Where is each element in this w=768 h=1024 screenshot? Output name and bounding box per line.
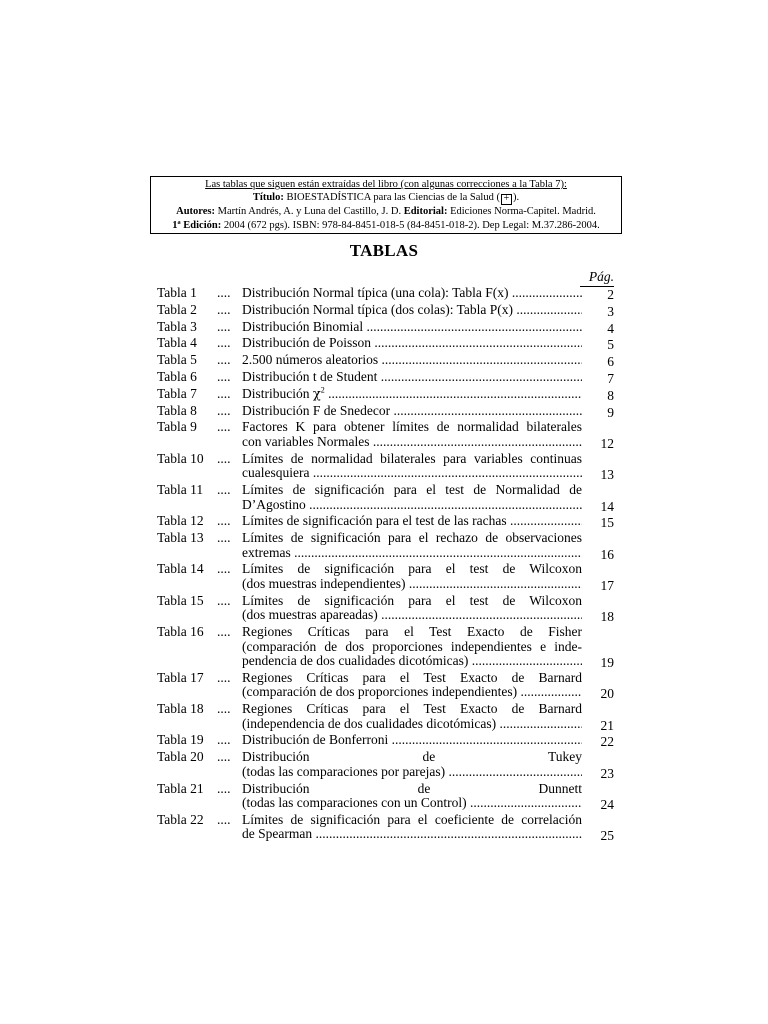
toc-entry-title (242, 594, 582, 623)
toc-entry-title (242, 625, 582, 669)
toc-entry-separator: .... (217, 530, 231, 546)
toc-entry-label: Tabla 18 (157, 701, 204, 717)
toc-entry-title-line: D’Agostino ..... (242, 498, 582, 513)
toc-entry-separator: .... (217, 561, 231, 577)
toc-entry-page-number: 4 (607, 320, 614, 336)
toc-entry-title-line: Límites de significación para el test de Wilcoxon (242, 593, 582, 608)
toc-entry-page-number: 13 (600, 467, 614, 483)
titulo-value: BIOESTADÍSTICA para las Ciencias de la Salud ( (286, 192, 500, 204)
toc-entry-title-line: Regiones Críticas para el Test Exacto de Fisher (242, 625, 582, 639)
page-column-header: Pág. (580, 269, 614, 287)
toc-entry-label: Tabla 1 (157, 285, 197, 300)
toc-entry-separator: .... (217, 385, 231, 401)
toc-entry-separator: .... (217, 669, 231, 685)
toc-entry-separator: .... (217, 701, 231, 717)
toc-entry-label: Tabla 4 (157, 335, 197, 351)
toc-entry-page-number: 19 (600, 655, 614, 670)
titulo-end: ). (512, 192, 520, 204)
toc-entry-title (242, 531, 582, 560)
toc-entry-title-line: Distribución Normal típica (dos colas): Tabla P(x) ..... (242, 303, 582, 318)
toc-entry-label: Tabla 5 (157, 352, 197, 368)
plus-icon: + (501, 194, 512, 205)
toc-entry-title (242, 336, 582, 351)
toc-entry-title-line: Límites de significación para el rechazo de observaciones (242, 531, 582, 546)
toc-entry-page-number: 20 (600, 686, 614, 702)
toc-entry-title (242, 404, 582, 419)
toc-entry-label: Tabla 2 (157, 301, 197, 317)
toc-entry-title-line: Regiones Críticas para el Test Exacto de Barnard (242, 670, 582, 685)
toc-entry-page-number: 22 (600, 734, 614, 750)
toc-entry-title (242, 514, 582, 529)
toc-entry-separator: .... (217, 780, 231, 796)
toc-entry-page-number: 23 (600, 765, 614, 781)
toc-entry-page-number: 16 (600, 546, 614, 562)
toc-entry-page-number: 8 (607, 387, 614, 403)
toc-entry-page-number: 15 (600, 515, 614, 531)
toc-entry-title (242, 782, 582, 811)
toc-entry-title-line: con variables Normales ..... (242, 435, 582, 450)
toc-entry-title-line: Distribución de Bonferroni ..... (242, 733, 582, 748)
toc-entry-label: Tabla 17 (157, 669, 204, 685)
toc-entry-page-number: 18 (600, 609, 614, 625)
toc-entry-label: Tabla 13 (157, 530, 204, 546)
toc-entry-page-number: 24 (600, 797, 614, 812)
toc-entry-title (242, 671, 582, 700)
toc-entry-title (242, 370, 582, 385)
titulo-label: Título: (252, 192, 284, 204)
toc-entry-title (242, 452, 582, 481)
toc-entry-title-line: (dos muestras independientes) ..... (242, 577, 582, 592)
toc-entry-title-line: (dos muestras apareadas) ..... (242, 608, 582, 623)
toc-entry-separator: .... (217, 624, 231, 639)
toc-entry-title-line: de Spearman ..... (242, 827, 582, 842)
toc-entry-title (242, 286, 582, 301)
toc-entry-title-line: Distribución Normal típica (una cola): Tabla F(x) ..... (242, 286, 582, 301)
toc-entry-title-line: (comparación de dos proporciones independientes) ..... (242, 685, 582, 700)
toc-entry-page-number: 25 (600, 828, 614, 844)
toc-entry-title-line: Distribución de Poisson ..... (242, 336, 582, 351)
toc-entry-label: Tabla 22 (157, 811, 204, 827)
toc-entry-page-number: 12 (600, 435, 614, 451)
toc-entry-separator: .... (217, 450, 231, 466)
page-heading: TABLAS (349, 241, 419, 260)
edicion-value: 2004 (672 pgs). ISBN: 978-84-8451-018-5 (84-8451-018-2). Dep Legal: M.37.286-2004. (223, 219, 600, 231)
toc-entry-separator: .... (217, 301, 231, 317)
toc-entry-title-line: Límites de significación para el test de Normalidad de (242, 483, 582, 497)
toc-entry-title-line: cualesquiera ..... (242, 466, 582, 481)
toc-entry-separator: .... (217, 811, 231, 827)
toc-entry-label: Tabla 20 (157, 749, 204, 765)
toc-entry-title (242, 320, 582, 335)
toc-entry-page-number: 14 (600, 498, 614, 514)
toc-entry-title-line: Distribución $\chi^2$ ..... (242, 387, 582, 402)
toc-entry-label: Tabla 8 (157, 402, 197, 418)
toc-entry-label: Tabla 19 (157, 732, 204, 748)
toc-entry-title-line: Límites de significación para el test de Wilcoxon (242, 562, 582, 577)
toc-entry-page-number: 9 (607, 404, 614, 420)
edicion-label: 1ª Edición: (172, 219, 222, 231)
toc-entry-title (242, 387, 582, 402)
toc-entry-separator: .... (217, 513, 231, 529)
toc-entry-label: Tabla 12 (157, 513, 204, 529)
toc-entry-page-number: 21 (600, 717, 614, 733)
toc-entry-separator: .... (217, 592, 231, 608)
toc-entry-page-number: 3 (607, 303, 614, 319)
toc-entry-label: Tabla 11 (157, 482, 204, 497)
toc-entry-label: Tabla 16 (157, 624, 204, 639)
toc-entry-title (242, 420, 582, 449)
toc-entry-title-line: Límites de significación para el test de las rachas ..... (242, 514, 582, 529)
toc-entry-title-line: 2.500 números aleatorios ..... (242, 353, 582, 368)
toc-entry-title (242, 750, 582, 779)
toc-entry-page-number: 5 (607, 337, 614, 353)
toc-entry-separator: .... (217, 352, 231, 368)
toc-entry-title-line: Distribución de Tukey (242, 750, 582, 765)
toc-entry-separator: .... (217, 732, 231, 748)
toc-entry-label: Tabla 9 (157, 419, 197, 435)
toc-entry-title-line: Distribución t de Student ..... (242, 370, 582, 385)
toc-entry-title-line: Distribución Binomial ..... (242, 320, 582, 335)
toc-entry-title (242, 562, 582, 591)
toc-entry-page-number: 2 (607, 287, 614, 302)
toc-entry-title-line: (independencia de dos cualidades dicotómicas) ..... (242, 717, 582, 732)
toc-entry-title-line: extremas ..... (242, 546, 582, 561)
editorial-label: Editorial: (403, 206, 448, 218)
toc-entry-label: Tabla 15 (157, 592, 204, 608)
chi-symbol: χ (312, 386, 321, 402)
toc-entry-title-line: (todas las comparaciones con un Control) ..... (242, 796, 582, 811)
toc-entry-title-line: Regiones Críticas para el Test Exacto de Barnard (242, 702, 582, 717)
toc-entry-title (242, 483, 582, 512)
toc-entry-title-line: (comparación de dos proporciones independientes e inde- (242, 639, 582, 654)
toc-entry-title (242, 813, 582, 842)
toc-entry-separator: .... (217, 482, 231, 497)
toc-entry-title (242, 303, 582, 318)
toc-entry-title-line: Factores K para obtener límites de normalidad bilaterales (242, 420, 582, 435)
toc-entry-separator: .... (217, 285, 231, 300)
toc-entry-title-line: Límites de significación para el coeficiente de correlación (242, 812, 582, 827)
toc-entry-title (242, 702, 582, 731)
toc-entry-separator: .... (217, 419, 231, 435)
toc-entry-title-line: pendencia de dos cualidades dicotómicas) ..... (242, 654, 582, 669)
toc-entry-label: Tabla 7 (157, 385, 197, 401)
toc-entry-page-number: 17 (600, 577, 614, 593)
toc-entry-title (242, 353, 582, 368)
toc-entry-separator: .... (217, 335, 231, 351)
toc-entry-title-line: (todas las comparaciones por parejas) ..... (242, 765, 582, 780)
toc-entry-separator: .... (217, 402, 231, 418)
toc-entry-label: Tabla 3 (157, 318, 197, 334)
source-intro: Las tablas que siguen están extraídas del libro (con algunas correcciones a la Tabla 7): (205, 179, 567, 190)
toc-entry-label: Tabla 14 (157, 561, 204, 577)
toc-entry-separator: .... (217, 318, 231, 334)
toc-entry-label: Tabla 6 (157, 369, 197, 384)
toc-entry-page-number: 6 (607, 354, 614, 370)
toc-entry-separator: .... (217, 749, 231, 765)
toc-entry-label: Tabla 10 (157, 450, 204, 466)
toc-entry-title (242, 733, 582, 748)
toc-entry-title-line: Distribución de Dunnett (242, 781, 582, 796)
toc-entry-separator: .... (217, 369, 231, 384)
toc-entry-label: Tabla 21 (157, 780, 204, 796)
toc-entry-title-line: Límites de normalidad bilaterales para variables continuas (242, 451, 582, 466)
toc-entry-page-number: 7 (607, 371, 614, 386)
autores-value: Martín Andrés, A. y Luna del Castillo, J. D. (217, 206, 402, 218)
editorial-value: Ediciones Norma-Capitel. Madrid. (450, 206, 596, 218)
autores-label: Autores: (176, 206, 215, 218)
toc-entry-title-line: Distribución F de Snedecor ..... (242, 404, 582, 419)
